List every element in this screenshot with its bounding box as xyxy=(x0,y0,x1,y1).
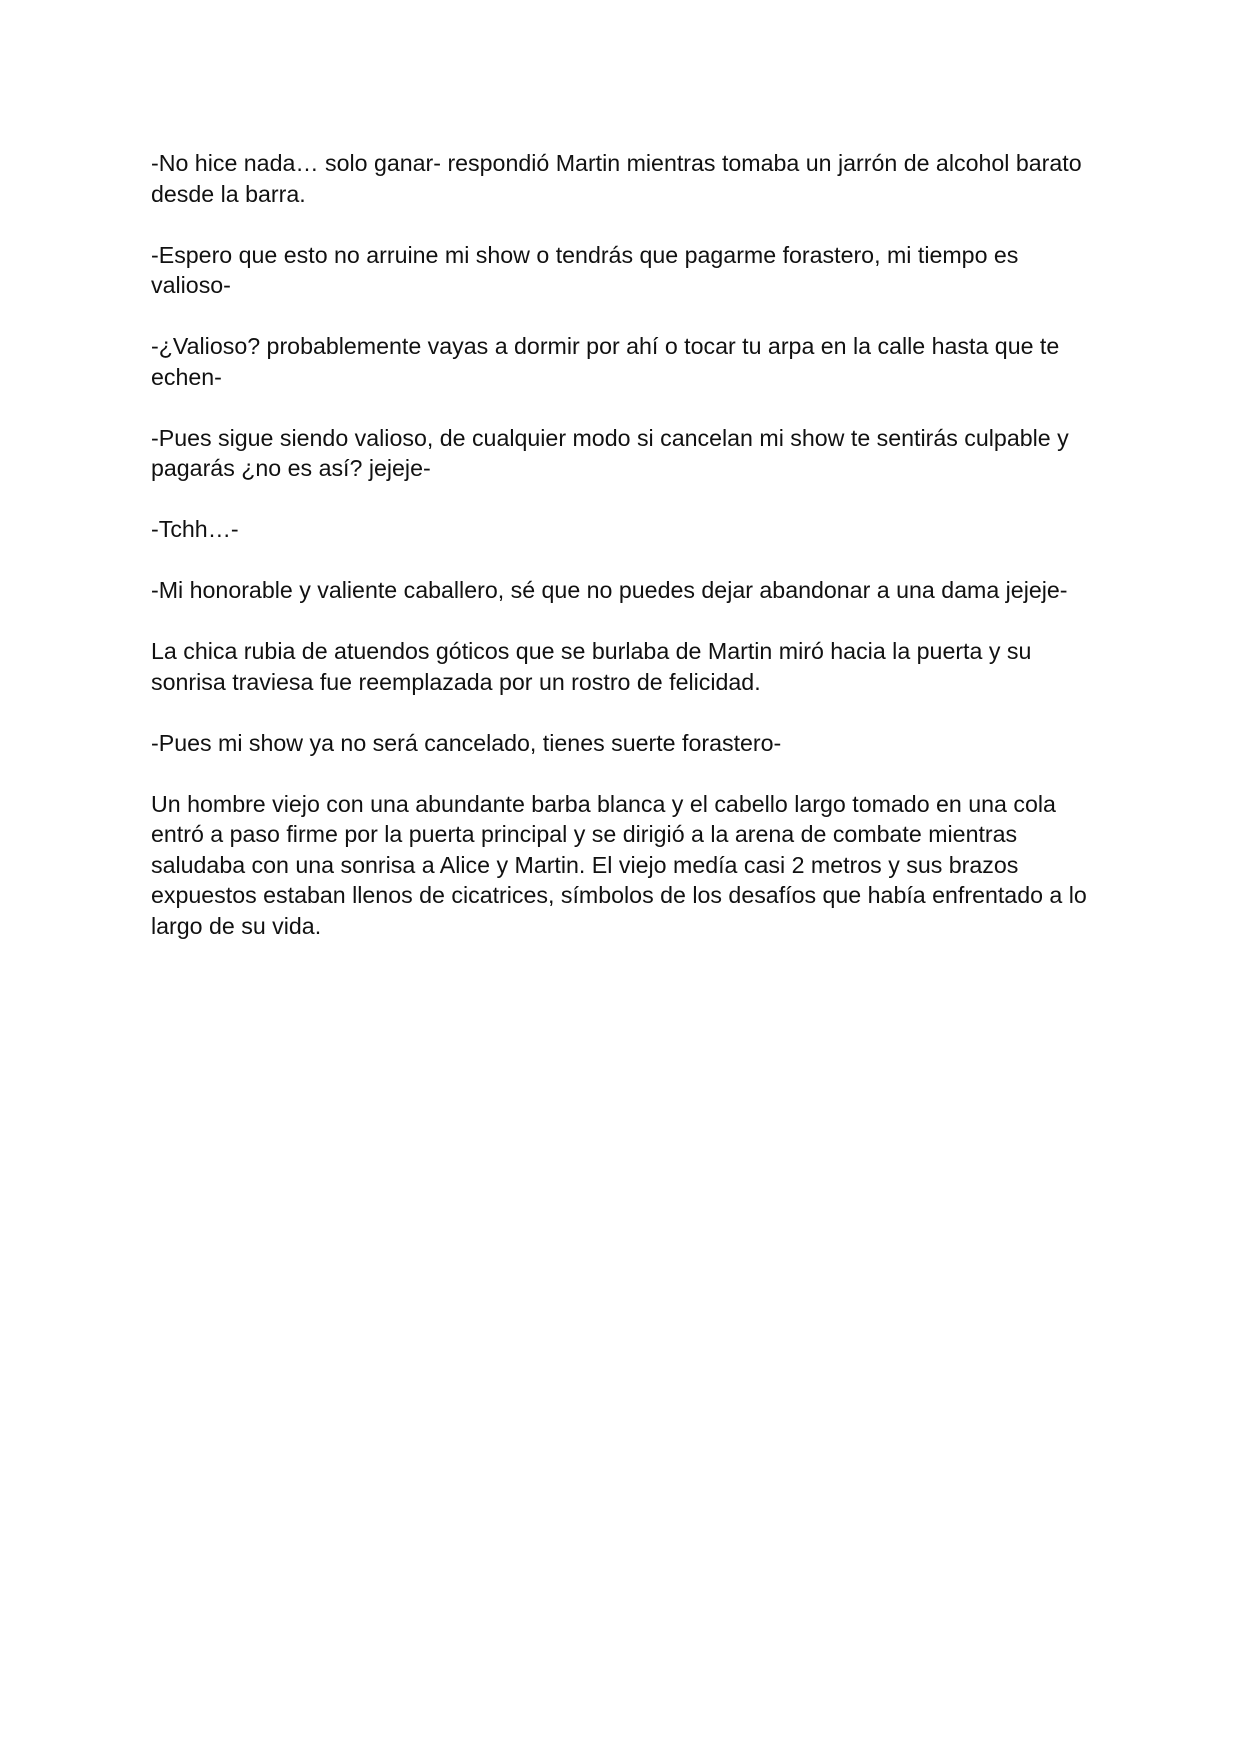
paragraph: -Espero que esto no arruine mi show o tendrás que pagarme forastero, mi tiempo es valioso- xyxy=(151,241,1019,298)
paragraph: Un hombre viejo con una abundante barba blanca y el cabello largo tomado en una cola entró a paso firme por la puerta principal y se dirigió a la arena de combate mientras saludaba con una sonrisa a Alice y Martin. El viejo medía casi 2 metros y sus brazos expuestos estaban llenos de cicatrices, símbolos de los desafíos que había enfrentado a lo largo de su vida. xyxy=(151,790,1087,939)
paragraph: La chica rubia de atuendos góticos que se burlaba de Martin miró hacia la puerta y su sonrisa traviesa fue reemplazada por un rostro de felicidad. xyxy=(151,638,1032,695)
paragraph: -Pues mi show ya no será cancelado, tienes suerte forastero- xyxy=(151,729,782,756)
paragraph: -Pues sigue siendo valioso, de cualquier modo si cancelan mi show te sentirás culpable y pagarás ¿no es así? jejeje- xyxy=(151,424,1069,481)
document-body xyxy=(151,148,1091,972)
paragraph: -¿Valioso? probablemente vayas a dormir por ahí o tocar tu arpa en la calle hasta que te echen- xyxy=(151,333,1060,390)
paragraph: -No hice nada… solo ganar- respondió Martin mientras tomaba un jarrón de alcohol barato desde la barra. xyxy=(151,150,1082,207)
paragraph: -Tchh…- xyxy=(151,516,239,542)
paragraph: -Mi honorable y valiente caballero, sé que no puedes dejar abandonar a una dama jejeje- xyxy=(151,577,1068,603)
